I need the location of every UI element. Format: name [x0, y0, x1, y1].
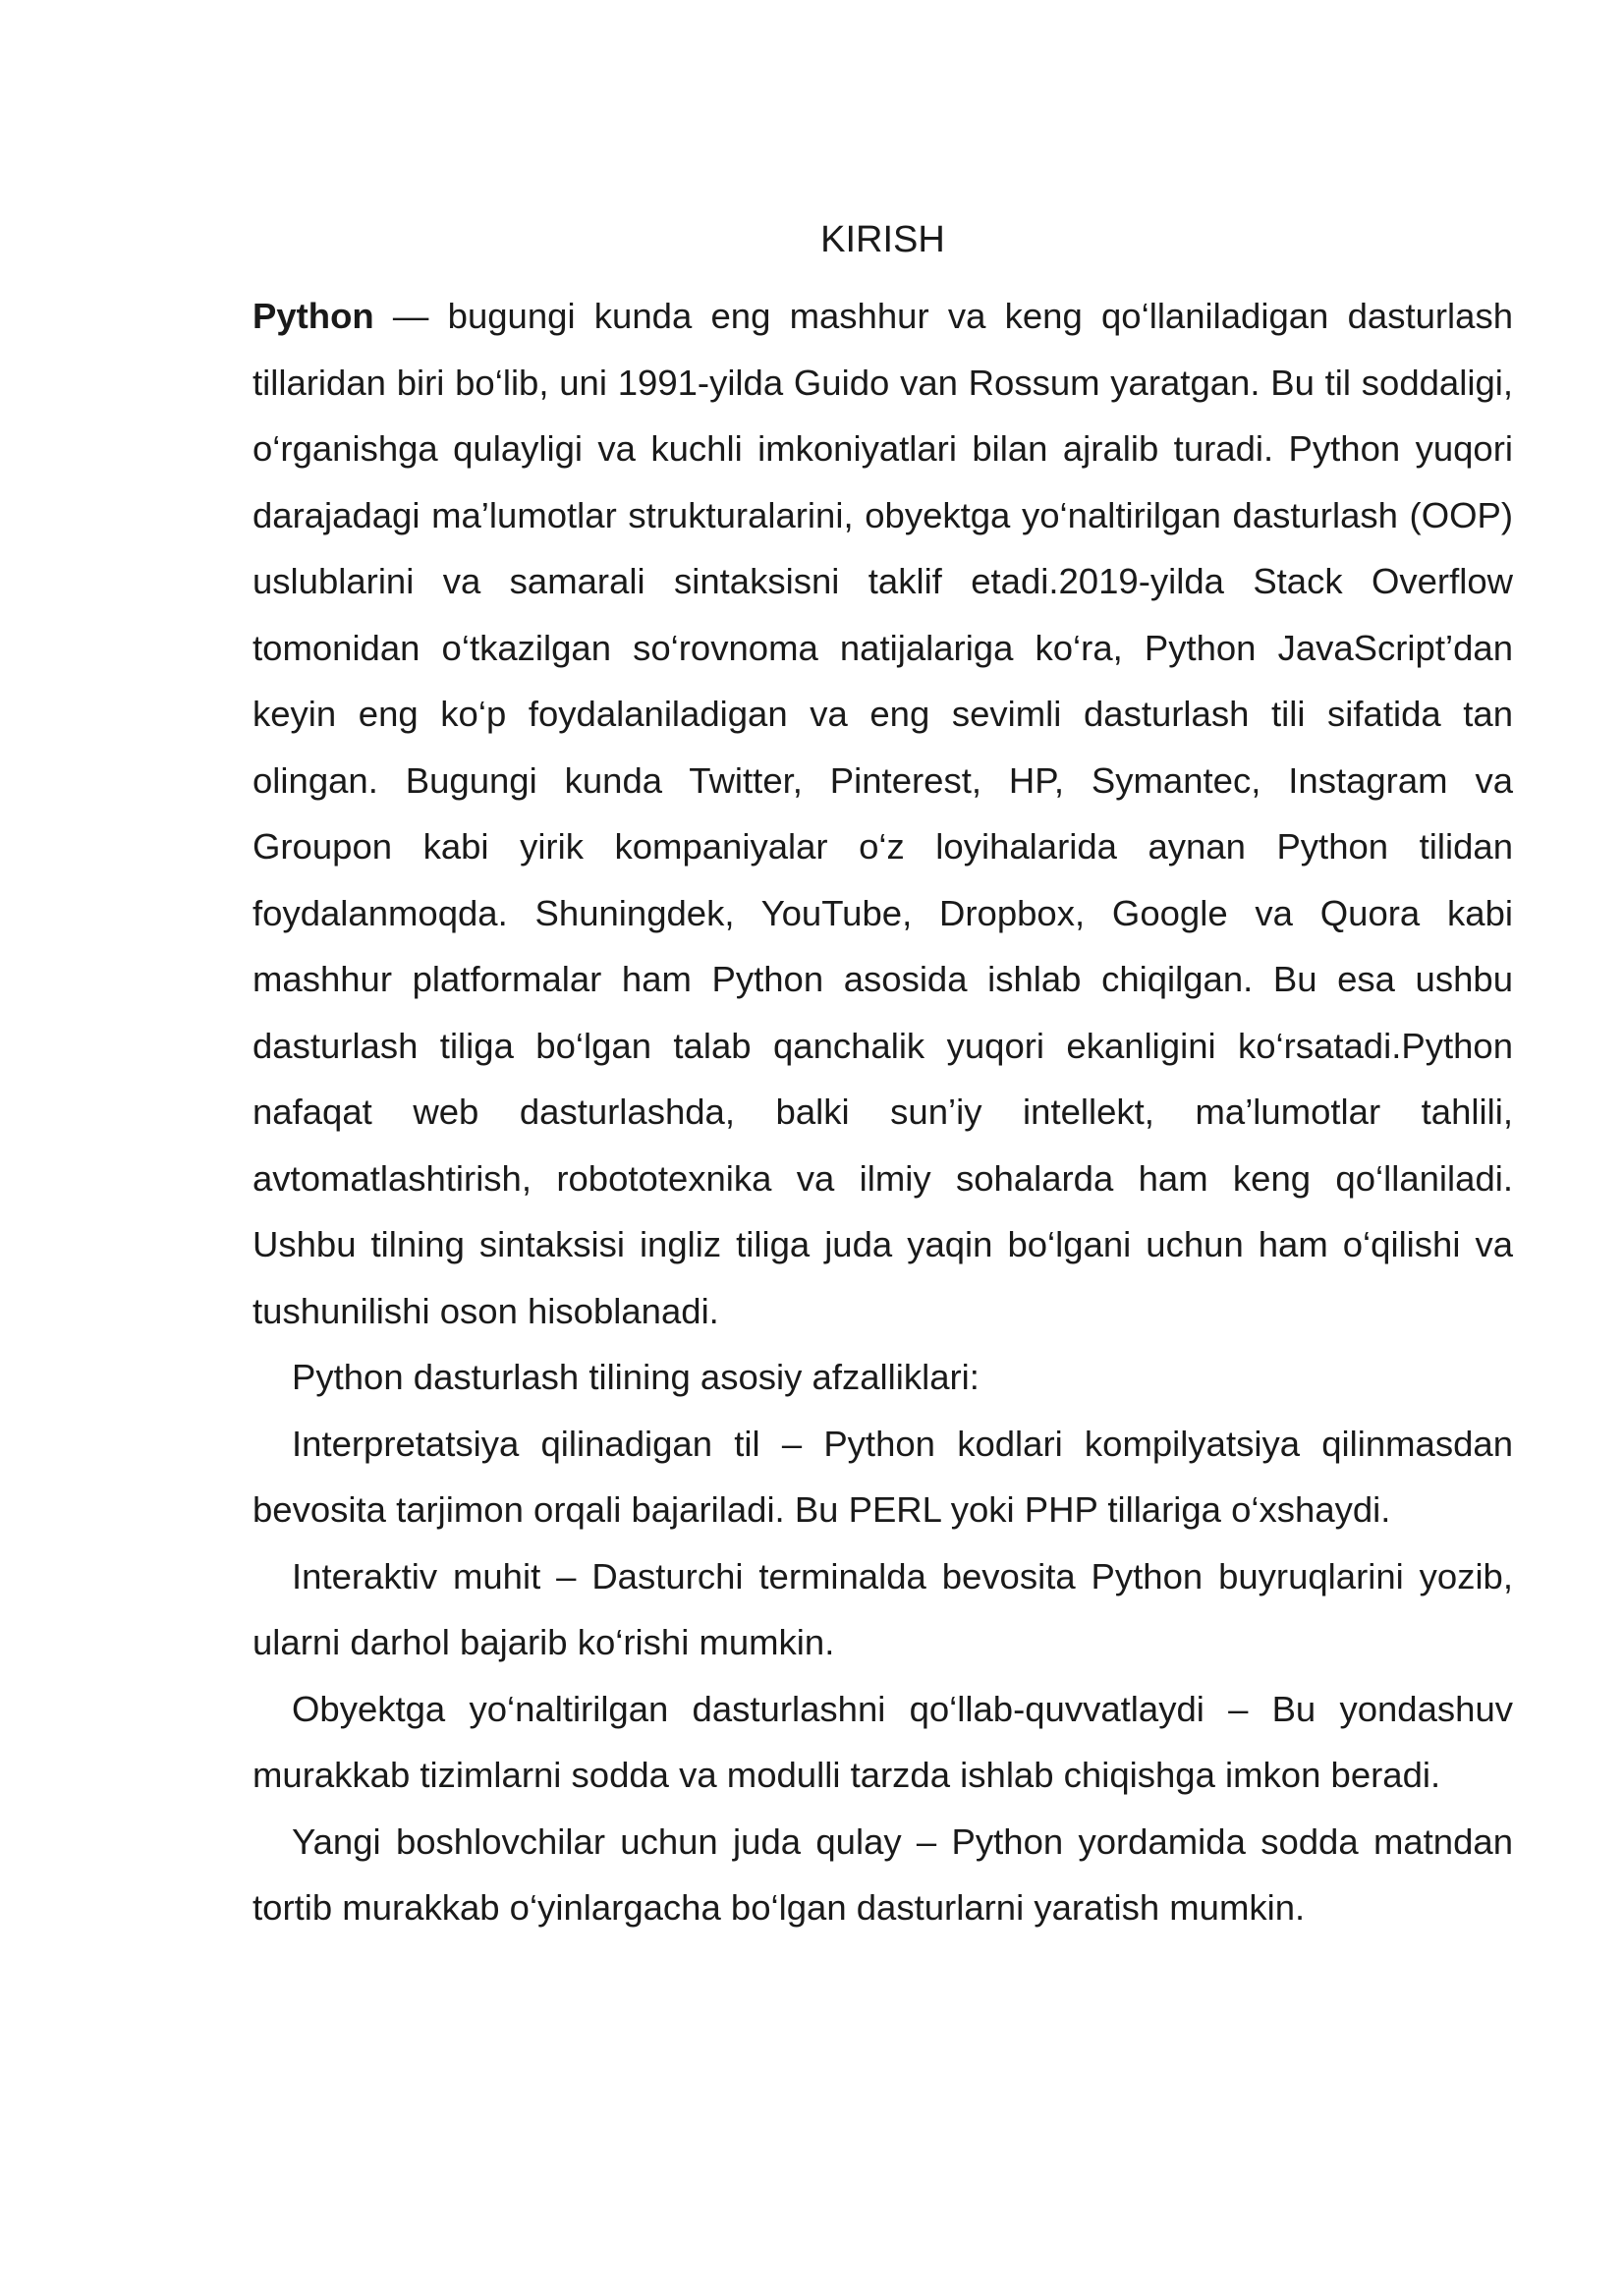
- advantages-title: Python dasturlash tilining asosiy afzalliklari:: [292, 1357, 980, 1397]
- advantage-item: Interaktiv muhit – Dasturchi terminalda bevosita Python buyruqlarini yozib, ularni darhol bajarib ko‘rishi mumkin.: [252, 1555, 1513, 1662]
- intro-text: — bugungi kunda eng mashhur va keng qo‘llaniladigan dasturlash tillaridan biri bo‘lib, uni 1991-yilda Guido van Rossum yaratgan. Bu til soddaligi, o‘rganishga qulayligi va kuchli imkoniyatlari bilan ajralib turadi. Python yuqori darajadagi ma’lumotlar strukturalarini, obyektga yo‘naltirilgan dasturlash (OOP) uslublarini va samarali sintaksisni taklif etadi.2019-yilda Stack Overflow tomonidan o‘tkazilgan so‘rovnoma natijalariga ko‘ra, Python JavaScript’dan keyin eng ko‘p foydalaniladigan va eng sevimli dasturlash tili sifatida tan olingan. Bugungi kunda Twitter, Pinterest, HP, Symantec, Instagram va Groupon kabi yirik kompaniyalar o‘z loyihalarida aynan Python tilidan foydalanmoqda. Shuningdek, YouTube, Dropbox, Google va Quora kabi mashhur platformalar ham Python asosida ishlab chiqilgan. Bu esa ushbu dasturlash tiliga bo‘lgan talab qanchalik yuqori ekanligini ko‘rsatadi.Python nafaqat web dasturlashda, balki sun’iy intellekt, ma’lumotlar tahlili, avtomatlashtirish, robototexnika va ilmiy sohalarda ham keng qo‘llaniladi. Ushbu tilning sintaksisi ingliz tiliga juda yaqin bo‘lgani uchun ham o‘qilishi va tushunilishi oson hisoblanadi.: [252, 296, 1513, 1331]
- document-page: [252, 216, 1513, 1941]
- advantage-item: Interpretatsiya qilinadigan til – Python kodlari kompilyatsiya qilinmasdan bevosita tarjimon orqali bajariladi. Bu PERL yoki PHP tillariga o‘xshaydi.: [252, 1423, 1513, 1530]
- advantage-item: Yangi boshlovchilar uchun juda qulay – Python yordamida sodda matndan tortib murakkab o‘yinlargacha bo‘lgan dasturlarni yaratish mumkin.: [252, 1820, 1513, 1928]
- advantage-item: Obyektga yo‘naltirilgan dasturlashni qo‘llab-quvvatlaydi – Bu yondashuv murakkab tizimlarni sodda va modulli tarzda ishlab chiqishga imkon beradi.: [252, 1688, 1513, 1795]
- intro-lead-term: Python: [252, 296, 374, 336]
- intro-paragraph: [252, 283, 1513, 1344]
- page-title: KIRISH: [820, 219, 945, 260]
